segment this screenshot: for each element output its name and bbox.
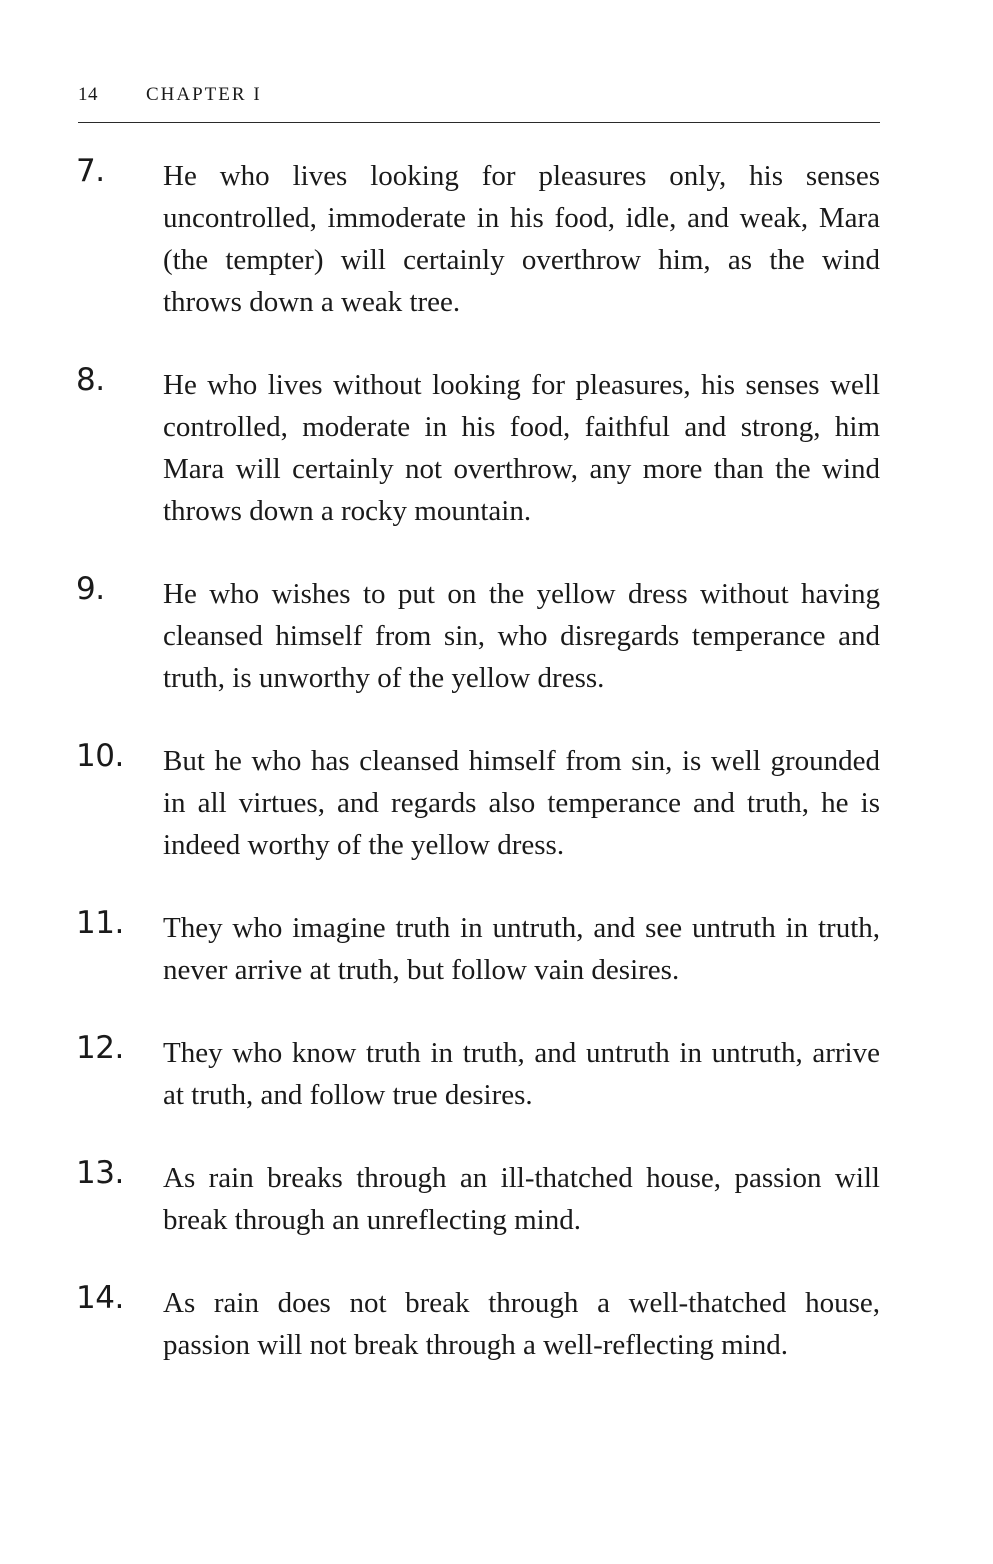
verse-14 — [78, 1282, 880, 1366]
verse-7 — [78, 155, 880, 323]
verse-text: As rain does not break through a well-thatched house, passion will not break through a well-reflecting mind. — [163, 1287, 880, 1361]
page-number: 14 — [78, 84, 98, 105]
verse-text: They who know truth in truth, and untruth in untruth, arrive at truth, and follow true desires. — [163, 1037, 880, 1111]
verse-number: 13. — [76, 1155, 124, 1191]
verse-number: 10. — [76, 738, 124, 774]
header-rule — [78, 122, 880, 123]
verse-8 — [78, 364, 880, 532]
verse-12 — [78, 1032, 880, 1116]
verse-number: 14. — [76, 1280, 124, 1316]
page-header — [78, 80, 880, 124]
verse-number: 7. — [76, 153, 105, 189]
running-head-chapter: CHAPTER I — [146, 84, 262, 105]
verse-text: But he who has cleansed himself from sin, is well grounded in all virtues, and regards also temperance and truth, he is indeed worthy of the yellow dress. — [163, 745, 880, 861]
verse-text: As rain breaks through an ill-thatched house, passion will break through an unreflecting mind. — [163, 1162, 880, 1236]
verse-11 — [78, 907, 880, 991]
verse-number: 11. — [76, 905, 124, 941]
verse-13 — [78, 1157, 880, 1241]
verse-text: He who lives looking for pleasures only, his senses uncontrolled, immoderate in his food, idle, and weak, Mara (the tempter) will certainly overthrow him, as the wind throws down a weak tree. — [163, 160, 880, 318]
verse-number: 12. — [76, 1030, 124, 1066]
verse-text: He who wishes to put on the yellow dress without having cleansed himself from sin, who disregards temperance and truth, is unworthy of the yellow dress. — [163, 578, 880, 694]
verse-text: He who lives without looking for pleasures, his senses well controlled, moderate in his food, faithful and strong, him Mara will certainly not overthrow, any more than the wind throws down a rocky mountain. — [163, 369, 880, 527]
verse-10 — [78, 740, 880, 866]
verse-9 — [78, 573, 880, 699]
verse-number: 9. — [76, 571, 105, 607]
verse-number: 8. — [76, 362, 105, 398]
verse-text: They who imagine truth in untruth, and see untruth in truth, never arrive at truth, but follow vain desires. — [163, 912, 880, 986]
verse-list — [78, 155, 880, 1407]
